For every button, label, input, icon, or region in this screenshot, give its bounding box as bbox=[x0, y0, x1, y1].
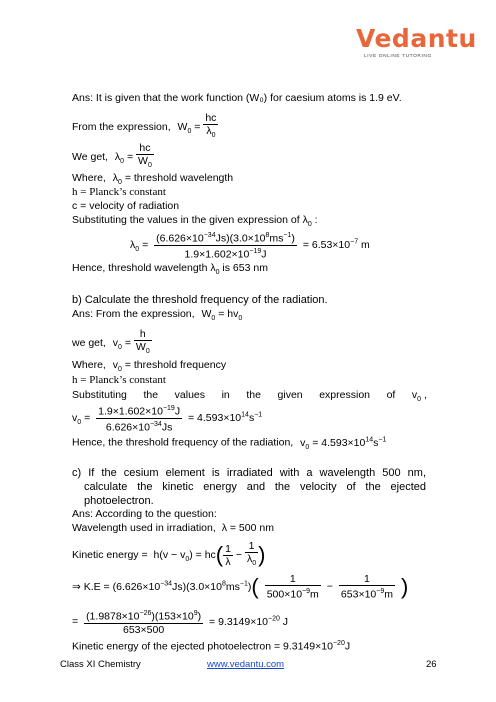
hence-label: Hence, threshold wavelength bbox=[72, 262, 208, 274]
ke-final-label: Kinetic energy of the ejected photoelectron = bbox=[72, 640, 281, 653]
footer-page-number: 26 bbox=[426, 659, 437, 670]
hence-b-label: Hence, the threshold frequency of the radiation, bbox=[72, 436, 294, 449]
wavelength-irradiation-label: Wavelength used in irradiation, bbox=[72, 522, 216, 534]
ke-label: Kinetic energy = bbox=[72, 548, 148, 561]
ans-b-label: Ans: From the expression, bbox=[72, 308, 195, 320]
substituting-b-line: Substituting the values in the given expression of $v_0$ , bbox=[72, 389, 427, 404]
logo-brand: Vedantu bbox=[356, 24, 477, 53]
from-expression-line: From the expression, $W_0$ = $\frac{hc}{\lambda_0}$ bbox=[72, 112, 217, 140]
substituting-line: Substituting the values in the given expression of $\lambda_0$ : bbox=[72, 214, 318, 229]
ke-substitution: ⇒ $K.E = (6.626\times 10^{-34}Js)(3.0\times 10^8ms^{-1})$( $\frac{1}{500\times 10^{-9}m}$ − $\frac{1}{653\times 10^{-9}m}$ ) bbox=[72, 573, 409, 601]
wavelength-result: = 6.53×10 bbox=[302, 238, 351, 251]
subst-word: values bbox=[174, 389, 205, 401]
ke-formula-line: Kinetic energy = $h(v - v_0) = hc$( $\frac{1}{\lambda}$ − $\frac{1}{\lambda_0}$ ) bbox=[72, 540, 266, 568]
wavelength-result-unit: m bbox=[361, 238, 370, 251]
subst-word: Substituting bbox=[72, 389, 127, 401]
where-label: Where, bbox=[72, 172, 106, 184]
ans-c-label: Ans: According to the question: bbox=[72, 508, 217, 520]
we-get-b-line: we get, $v_0$ = $\frac{h}{W_0}$ bbox=[72, 328, 150, 356]
where-freq-line: Where, $v_0$ = threshold frequency bbox=[72, 359, 227, 374]
where-wavelength-line: Where, $\lambda_0$ = threshold wavelength bbox=[72, 172, 234, 187]
subst-word: given bbox=[277, 389, 303, 401]
substituting-label: Substituting the values in the given expression of bbox=[72, 214, 300, 226]
wavelength-irradiation-line: Wavelength used in irradiation, λ = 500 nm bbox=[72, 522, 274, 534]
hence-value: is 653 nm bbox=[222, 262, 268, 274]
planck-constant-def: h = Planck’s constant bbox=[72, 186, 166, 198]
we-get-label: We get, bbox=[72, 150, 108, 163]
logo-tagline: LIVE ONLINE TUTORING bbox=[364, 54, 432, 59]
planck-constant-def-b: h = Planck’s constant bbox=[72, 374, 166, 386]
threshold-wavelength-def: = threshold wavelength bbox=[124, 172, 234, 184]
subst-word: in bbox=[221, 389, 230, 401]
question-c: c) If the cesium element is irradiated with a wavelength 500 nm, calculate the kinetic energy and the velocity of the ejected photoelectron. bbox=[72, 467, 426, 507]
hence-wavelength-line: Hence, threshold wavelength $\lambda_0$ is 653 nm bbox=[72, 262, 268, 277]
frequency-calc: $v_0$ = $\frac{1.9\times 1.602\times 10^{-19}J}{6.626\times 10^{-34}Js}$ = $4.593\times 10^{14}s^{-1}$ bbox=[72, 405, 263, 433]
we-get-b-label: we get, bbox=[72, 336, 106, 349]
subst-word: expression bbox=[319, 389, 370, 401]
threshold-freq-def: = threshold frequency bbox=[124, 359, 227, 371]
ke-final-value: 9.3149×10 bbox=[283, 640, 333, 653]
question-b: b) Calculate the threshold frequency of the radiation. bbox=[72, 294, 328, 306]
footer-website-link[interactable]: www.vedantu.com bbox=[207, 659, 285, 670]
vedantu-logo bbox=[356, 26, 477, 59]
we-get-line: We get, $\lambda_0$ = $\frac{hc}{W_0}$ bbox=[72, 142, 152, 170]
where-b-label: Where, bbox=[72, 359, 106, 371]
frequency-result: = 4.593×10 bbox=[188, 411, 242, 424]
subst-word: the bbox=[143, 389, 159, 401]
ans-work-function: Ans: It is given that the work function (W₀) for caesium atoms is 1.9 eV. bbox=[72, 92, 402, 104]
from-expression-label: From the expression, bbox=[72, 120, 171, 133]
hence-frequency-line: Hence, the threshold frequency of the radiation, $v_0 = 4.593\times 10^{14}s^{-1}$ bbox=[72, 436, 387, 451]
wavelength-result-exp: −7 bbox=[350, 238, 359, 246]
wavelength-irradiation-value: = 500 nm bbox=[229, 522, 274, 534]
wavelength-calc: $\lambda_0$ = $\frac{(6.626\times 10^{-34}Js)(3.0\times 10^8ms^{-1})}{1.9\times 1.602\times 10^{-19}J}$ = $6.53\times 10^{-7}$ m bbox=[130, 232, 370, 260]
ans-b-line: Ans: From the expression, $W_0 = hv_0$ bbox=[72, 308, 243, 323]
subst-word: of bbox=[386, 389, 396, 401]
ke-result-calc: = $\frac{(1.9878\times 10^{-26})(153\times 10^9)}{653\times 500}$ = $9.3149\times 10^{-20}$ J bbox=[72, 610, 289, 636]
footer-class: Class XI Chemistry bbox=[60, 659, 141, 670]
subst-word: the bbox=[246, 389, 261, 401]
ke-final-line: Kinetic energy of the ejected photoelectron = $9.3149\times 10^{-20}J$ bbox=[72, 640, 351, 653]
velocity-def: c = velocity of radiation bbox=[72, 200, 180, 212]
